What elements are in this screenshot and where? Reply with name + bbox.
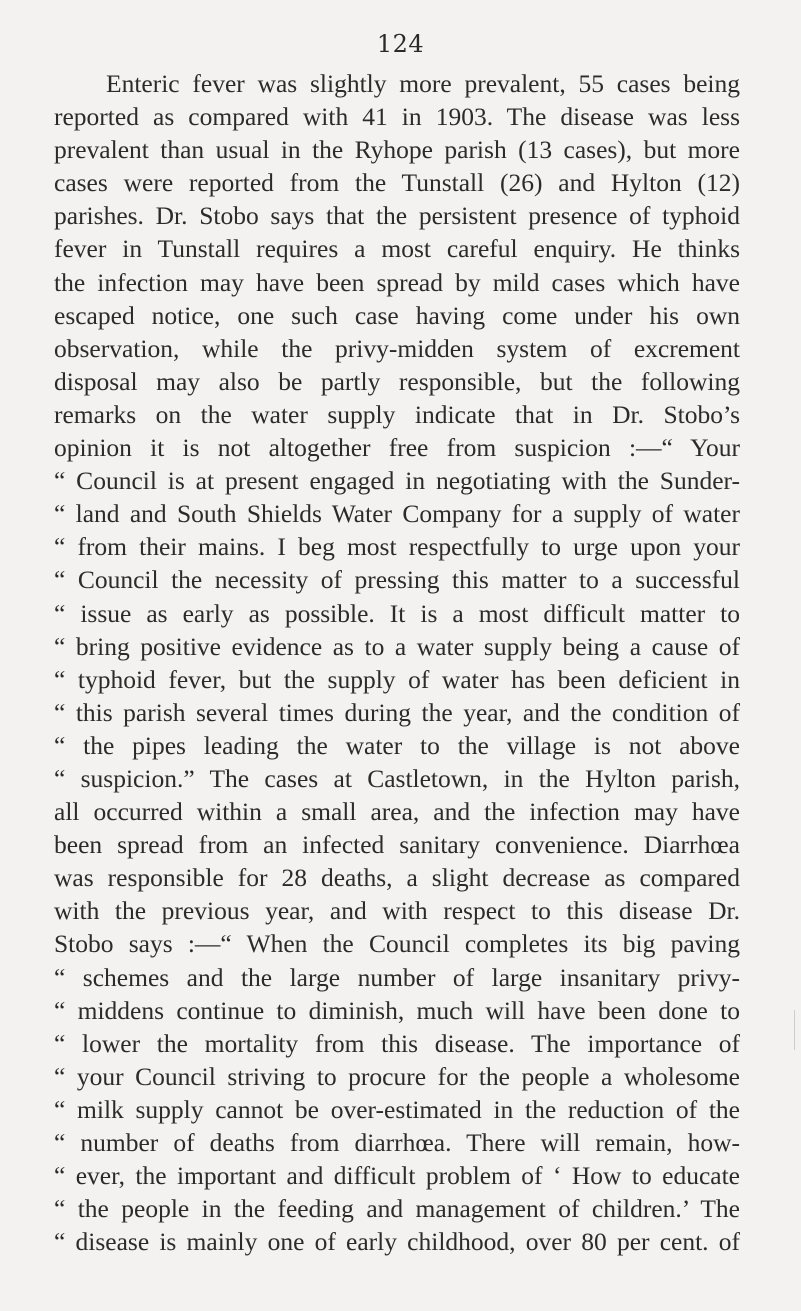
text-line: “ your Council striving to procure for the people a wholesome [54,1061,740,1091]
text-line: disposal may also be partly responsible, but the following [54,366,740,396]
page-number: 124 [376,30,425,58]
text-line: “ the people in the feeding and management of children.’ The [54,1194,740,1224]
text-line: all occurred within a small area, and the infection may have [54,797,740,827]
text-line: the infection may have been spread by mild cases which have [54,267,740,297]
text-line: “ milk supply cannot be over-estimated in the reduction of the [54,1094,740,1124]
text-line: parishes. Dr. Stobo says that the persistent presence of typhoid [54,201,740,231]
text-line: “ from their mains. I beg most respectfully to urge upon your [54,532,740,562]
text-line: was responsible for 28 deaths, a slight decrease as compared [54,863,740,893]
text-line: “ the pipes leading the water to the village is not above [54,730,740,760]
text-line: with the previous year, and with respect to this disease Dr. [54,896,740,926]
text-line: “ Council the necessity of pressing this matter to a successful [54,565,740,595]
text-line: observation, while the privy-midden system of excrement [54,333,740,363]
text-line: cases were reported from the Tunstall (26) and Hylton (12) [54,168,740,198]
text-line: prevalent than usual in the Ryhope parish (13 cases), but more [54,135,740,165]
text-line: “ lower the mortality from this disease. The importance of [54,1028,740,1058]
text-line: “ suspicion.” The cases at Castletown, in the Hylton parish, [54,763,740,793]
text-line: “ middens continue to diminish, much will have been done to [54,995,740,1025]
text-line: “ Council is at present engaged in negotiating with the Sunder- [54,466,740,496]
text-line: “ land and South Shields Water Company for a supply of water [54,499,740,529]
text-line: remarks on the water supply indicate that in Dr. Stobo’s [54,399,740,429]
text-line: “ disease is mainly one of early childhood, over 80 per cent. of [54,1227,740,1257]
text-line: opinion it is not altogether free from suspicion :—“ Your [54,433,740,463]
body-paragraph [54,67,740,1258]
text-line: “ this parish several times during the year, and the condition of [54,697,740,727]
text-line: been spread from an infected sanitary convenience. Diarrhœa [54,830,740,860]
page-edge-mark [794,1010,795,1050]
text-line: reported as compared with 41 in 1903. The disease was less [54,102,740,132]
text-line: escaped notice, one such case having come under his own [54,300,740,330]
text-line: “ typhoid fever, but the supply of water has been deficient in [54,664,740,694]
text-line: Enteric fever was slightly more prevalent, 55 cases being [106,69,740,98]
text-line: fever in Tunstall requires a most careful enquiry. He thinks [54,234,740,264]
text-line: “ schemes and the large number of large insanitary privy- [54,962,740,992]
text-line: Stobo says :—“ When the Council completes its big paving [54,929,740,959]
text-line: “ ever, the important and difficult problem of ‘ How to educate [54,1161,740,1191]
text-line: “ issue as early as possible. It is a most difficult matter to [54,598,740,628]
text-line: “ number of deaths from diarrhœa. There will remain, how- [54,1128,740,1157]
text-line: “ bring positive evidence as to a water supply being a cause of [54,631,740,661]
